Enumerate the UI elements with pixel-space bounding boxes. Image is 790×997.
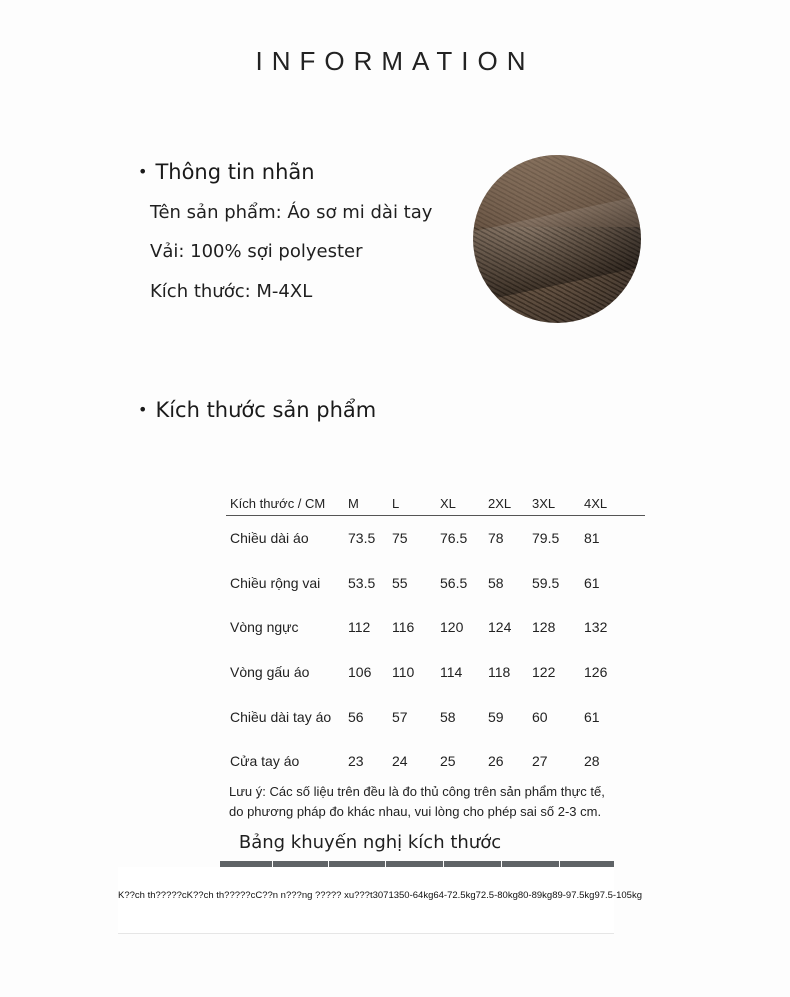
table-cell: 118 [488,664,511,681]
table-cell: 26 [488,753,504,770]
table-cell: 28 [584,753,600,770]
table-cell: 57 [392,708,408,725]
table-cell: 79.5 [532,530,560,547]
bullet-icon: • [138,162,148,181]
table-cell: 116 [392,619,415,636]
table-row [226,605,645,650]
table-row [226,694,645,739]
row-label: Cửa tay áo [230,753,300,770]
row-label: Vòng gấu áo [230,664,310,681]
page-heading: INFORMATION [255,46,535,76]
header-cell: M [348,496,359,511]
table-cell: 58 [440,708,456,725]
row-label: Chiều rộng vai [230,574,321,591]
table-cell: 120 [440,619,464,636]
table-cell: 59 [488,708,504,725]
table-cell: 132 [584,619,608,636]
table-row [226,516,645,561]
table-cell: 25 [440,753,456,770]
size-section-title-text: Kích thước sản phẩm [155,398,377,422]
table-cell: 112 [348,619,371,636]
table-row [226,561,645,606]
header-cell: 2XL [488,496,512,511]
measurement-note [229,782,605,822]
note-line-2: do phương pháp đo khác nhau, vui lòng cho phép sai số 2-3 cm. [229,804,602,819]
recommendation-title: Bảng khuyến nghị kích thước [238,832,502,853]
table-cell: 60 [532,708,548,725]
table-cell: 75 [392,530,408,547]
table-cell: 73.5 [348,530,376,547]
table-cell: 55 [392,574,408,591]
row-label: Vòng ngực [230,619,299,636]
table-cell: 122 [532,664,556,681]
header-cell: L [392,496,400,511]
table-cell: 124 [488,619,512,636]
size-table [226,476,645,784]
table-cell: 126 [584,664,608,681]
table-cell: 110 [392,664,415,681]
table-cell: 128 [532,619,556,636]
table-cell: 58 [488,574,504,591]
size-section-title [138,398,376,422]
table-cell: 23 [348,753,364,770]
row-label: Chiều dài tay áo [230,708,332,725]
size-range-line: Kích thước: M-4XL [150,281,313,302]
header-cell: XL [440,496,456,511]
label-info-title [138,160,315,184]
table-cell: 61 [584,708,600,725]
table-cell: 56 [348,708,364,725]
header-cell: 4XL [584,496,608,511]
note-line-1: Lưu ý: Các số liệu trên đều là đo thủ công trên sản phẩm thực tế, [229,784,605,799]
header-cell: 3XL [532,496,556,511]
fabric-swatch-image [473,155,641,323]
table-cell: 114 [440,664,463,681]
fabric-line: Vải: 100% sợi polyester [150,241,363,262]
bullet-icon: • [138,400,148,419]
header-cell: Kích thước / CM [230,496,326,511]
table-cell: 106 [348,664,372,681]
table-cell: 78 [488,530,504,547]
table-row [226,739,645,784]
table-cell: 53.5 [348,574,376,591]
table-cell: 24 [392,753,408,770]
table-cell: 59.5 [532,574,560,591]
product-name-line: Tên sản phẩm: Áo sơ mi dài tay [150,202,433,223]
table-cell: 61 [584,574,600,591]
recommendation-broken-text: K??ch th?????cK??ch th?????cC??n n???ng ????? xu???t3071350-64kg64-72.5kg72.5-80kg80-89kg89-97.5kg97.5-105kg [118,890,642,901]
table-cell: 76.5 [440,530,468,547]
row-label: Chiều dài áo [230,530,309,547]
table-cell: 56.5 [440,574,468,591]
table-row [226,650,645,695]
label-info-title-text: Thông tin nhãn [155,160,315,184]
table-cell: 27 [532,753,548,770]
table-cell: 81 [584,530,600,547]
size-table-header [226,476,645,516]
